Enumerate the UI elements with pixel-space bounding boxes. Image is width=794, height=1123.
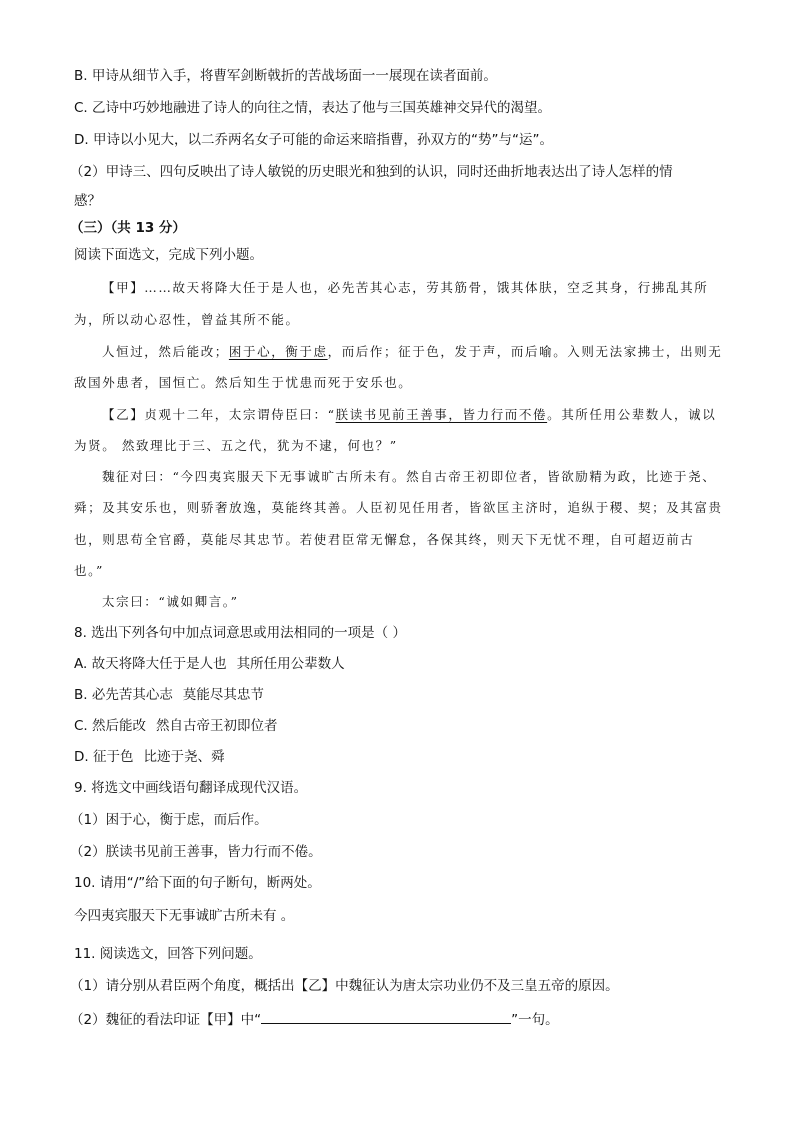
q11-sub2-prefix: （2）魏征的看法印证【甲】中“ [70, 1012, 262, 1028]
q10-sentence: 今四夷宾服天下无事诚旷古所未有 。 [74, 908, 295, 924]
underlined-sentence: 困于心，衡于虑 [228, 344, 328, 359]
question-sub2-line1: （2）甲诗三、四句反映出了诗人敏锐的历史眼光和独到的认识，同时还曲折地表达出了诗人怎样的情 [70, 164, 673, 180]
section-title: （三）（共 13 分） [70, 220, 186, 236]
passage-jia-p1-line1: 【甲】……故天将降大任于是人也，必先苦其心志，劳其筋骨，饿其体肤，空乏其身，行拂乱其所 [102, 280, 709, 295]
option-b-prev: B. 甲诗从细节入手，将曹军剑断戟折的苦战场面一一展现在读者面前。 [74, 68, 497, 84]
passage-text: 人恒过，然后能改； [102, 344, 229, 359]
option-c-prev: C. 乙诗中巧妙地融进了诗人的向往之情，表达了他与三国英雄神交异代的渴望。 [74, 100, 552, 116]
passage-yi-p2-line1: 魏征对曰：“今四夷宾服天下无事诚旷古所未有。然自古帝王初即位者，皆欲励精为政，比迹于尧、 [102, 469, 717, 484]
q11-stem: 11. 阅读选文，回答下列问题。 [74, 946, 262, 962]
option-part: B. 必先苦其心志 [74, 687, 173, 703]
option-part: 然自古帝王初即位者 [156, 718, 278, 734]
q9-sub2: （2）朕读书见前王善事，皆力行而不倦。 [70, 844, 322, 860]
q8-option-c[interactable] [74, 716, 278, 736]
q11-sub2 [70, 1009, 559, 1030]
passage-yi-p1-line2: 为贤。 然致理比于三、五之代，犹为不逮，何也？” [74, 438, 398, 453]
option-part: 莫能尽其忠节 [182, 687, 264, 703]
passage-jia-p1-line2: 为，所以动心忍性，曾益其所不能。 [74, 312, 300, 327]
passage-yi-p3: 太宗曰：“诚如卿言。” [102, 594, 239, 609]
instruction: 阅读下面选文，完成下列小题。 [74, 247, 263, 263]
q8-option-d[interactable] [74, 747, 224, 767]
q9-stem: 9. 将选文中画线语句翻译成现代汉语。 [74, 780, 308, 796]
passage-yi-p2-line2: 舜；及其安乐也，则骄奢放逸，莫能终其善。人臣初见任用者，皆欲匡主济时，追纵于稷、契；及其富贵 [74, 500, 723, 515]
passage-yi-p2-line4: 也。” [74, 563, 104, 578]
passage-text: 【乙】贞观十二年，太宗谓侍臣曰：“ [102, 407, 336, 422]
passage-text: ，而后作；征于色，发于声，而后喻。入则无法家拂士，出则无 [327, 344, 723, 359]
q10-stem: 10. 请用“/”给下面的句子断句，断两处。 [74, 875, 321, 891]
question-sub2-line2: 感？ [74, 193, 101, 209]
q11-sub2-suffix: ”一句。 [511, 1012, 559, 1028]
q8-stem: 8. 选出下列各句中加点词意思或用法相同的一项是（ ） [74, 625, 406, 641]
underlined-sentence: 朕读书见前王善事，皆力行而不倦 [335, 407, 548, 422]
passage-jia-p2-line1 [102, 342, 722, 362]
q11-sub1: （1）请分别从君臣两个角度，概括出【乙】中魏征认为唐太宗功业仍不及三皇五帝的原因。 [70, 978, 619, 994]
passage-yi-p1-line1 [102, 405, 716, 425]
option-part: D. 征于色 [74, 749, 134, 765]
option-d-prev: D. 甲诗以小见大，以二乔两名女子可能的命运来暗指曹，孙双方的“势”与“运”。 [74, 132, 553, 148]
q8-option-b[interactable] [74, 685, 264, 705]
option-part: A. 故天将降大任于是人也 [74, 656, 227, 672]
q8-option-a[interactable] [74, 654, 345, 674]
q9-sub1: （1）困于心，衡于虑，而后作。 [70, 812, 268, 828]
option-part: C. 然后能改 [74, 718, 147, 734]
option-part: 其所任用公辈数人 [236, 656, 345, 672]
passage-yi-p2-line3: 也，则思苟全官爵，莫能尽其忠节。若使君臣常无懈怠，各保其终，则天下无忧不理，自可超迈前古 [74, 532, 695, 547]
answer-blank[interactable] [261, 1009, 511, 1024]
passage-text: 。其所任用公辈数人，诚以 [547, 407, 717, 422]
option-part: 比迹于尧、舜 [143, 749, 225, 765]
passage-jia-p2-line2: 敌国外患者，国恒亡。然后知生于忧患而死于安乐也。 [74, 375, 413, 390]
